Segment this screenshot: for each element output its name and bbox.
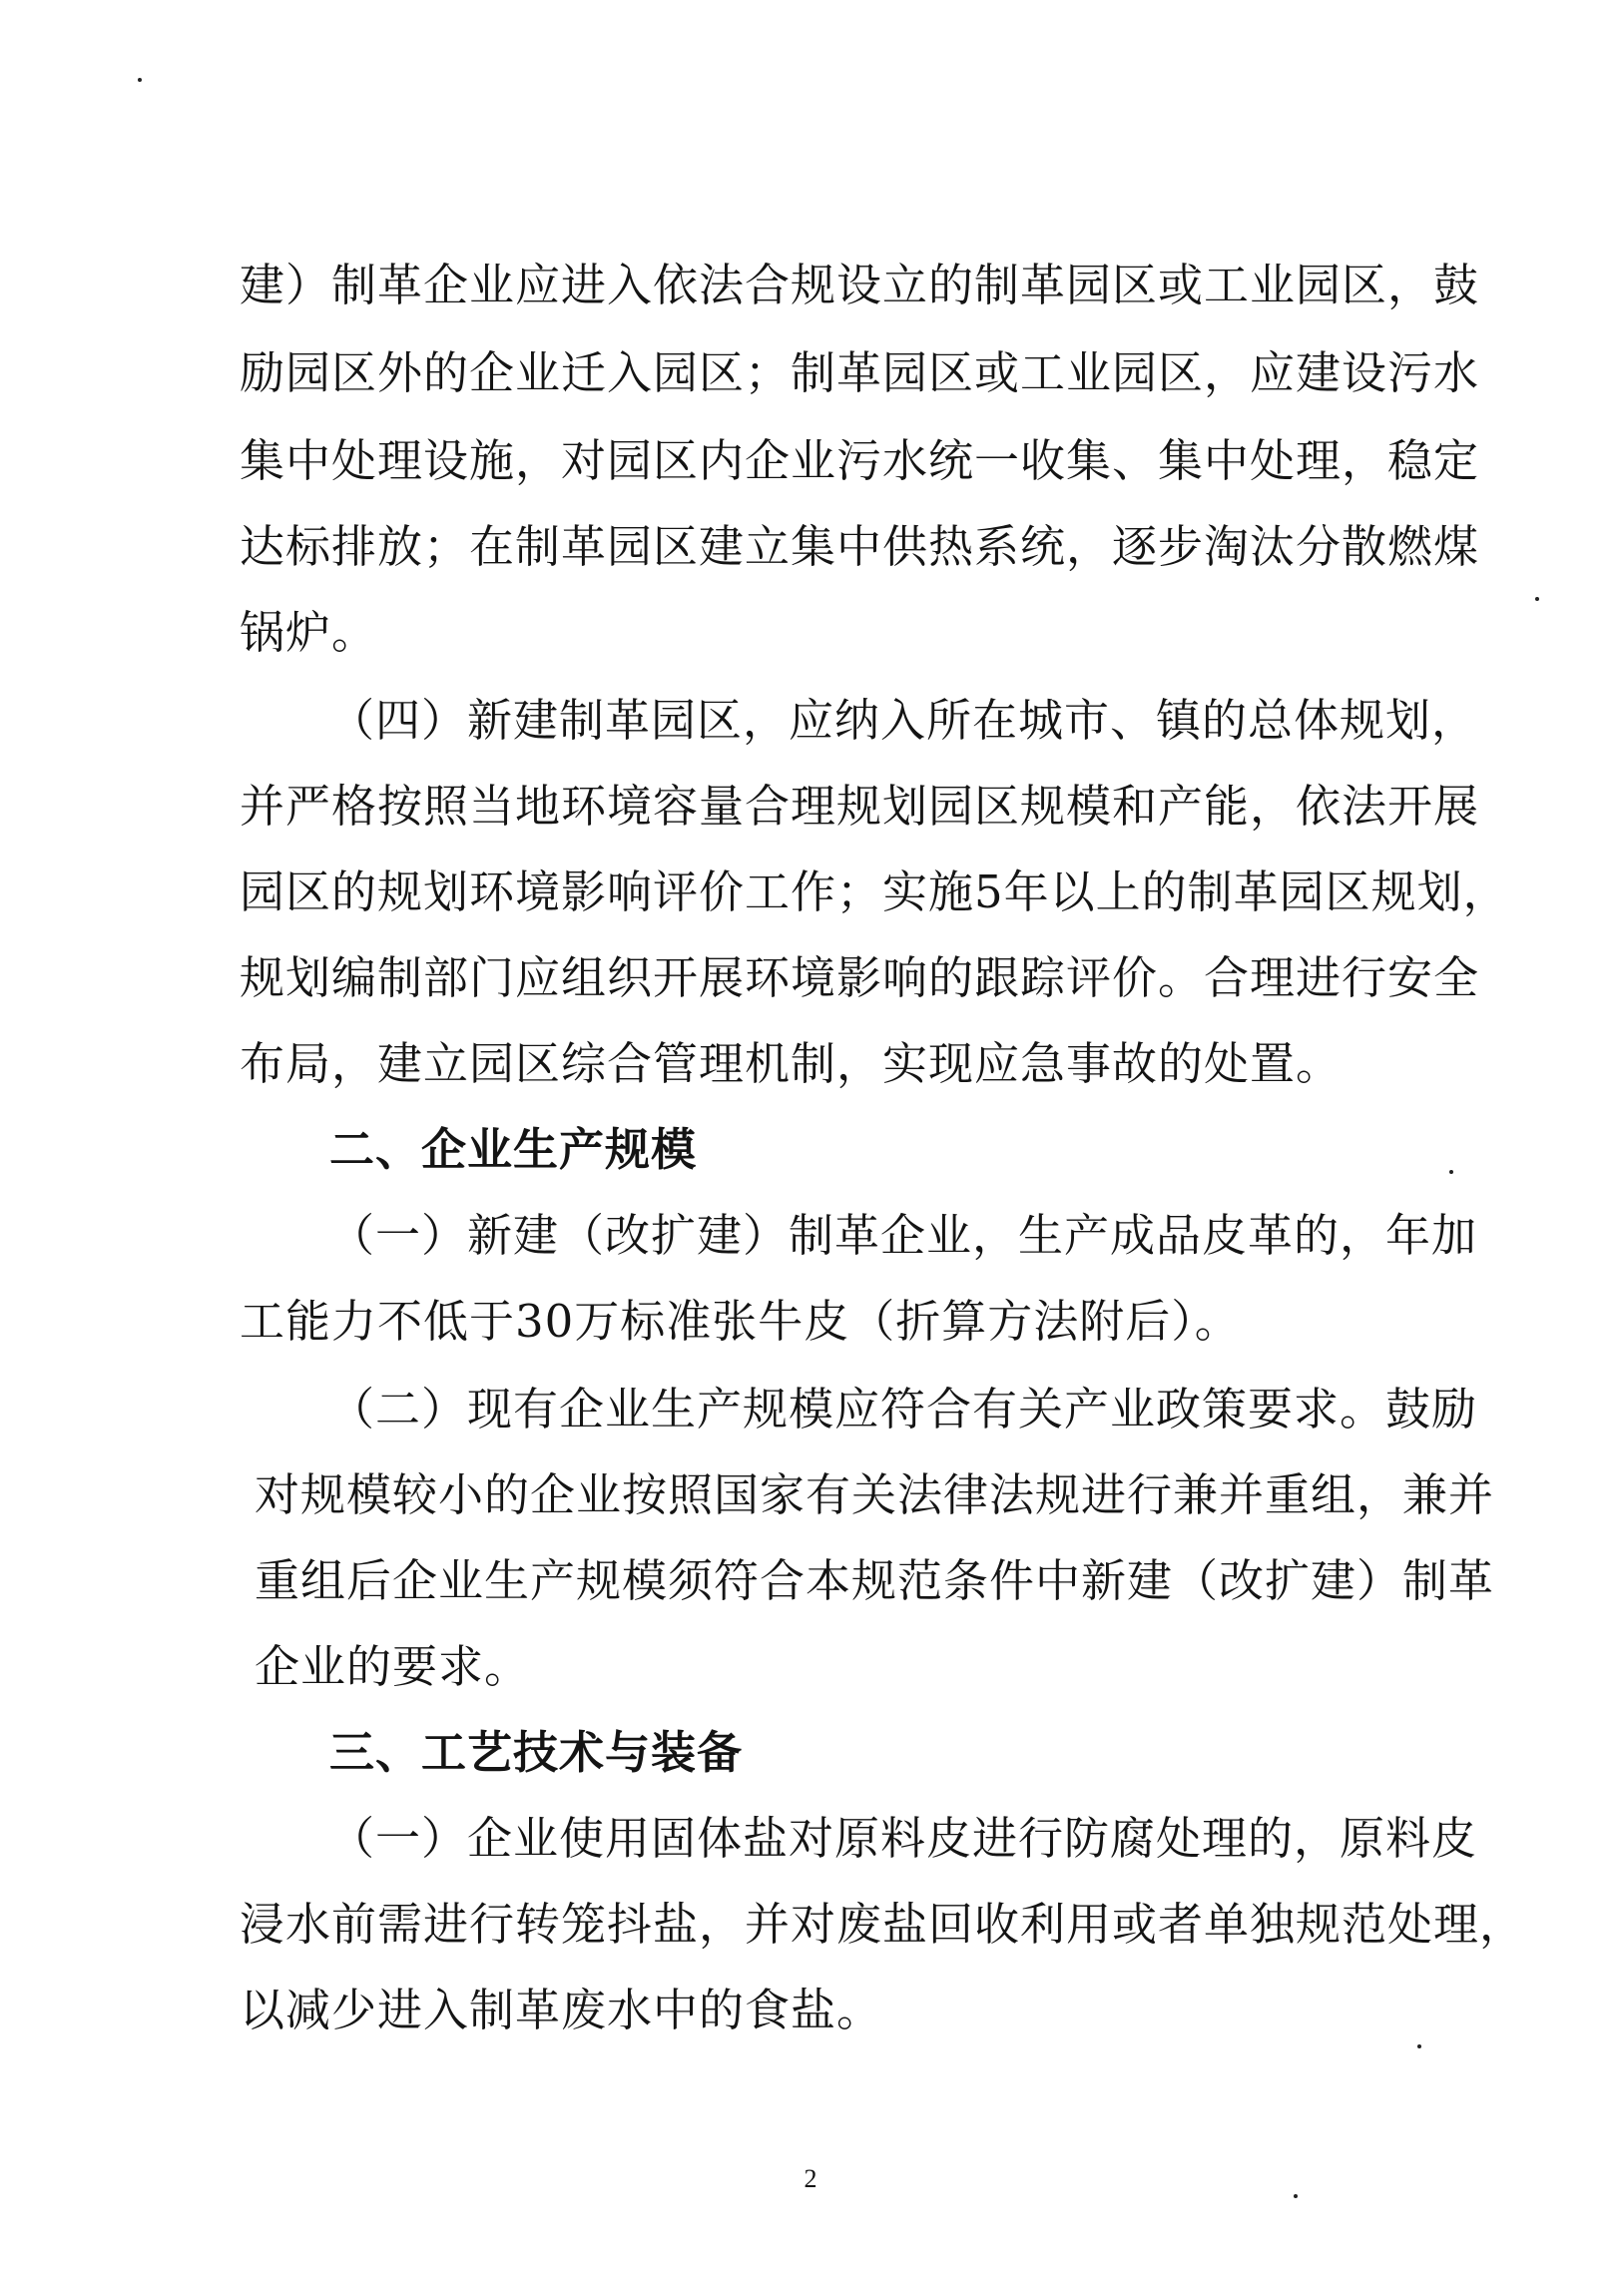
- body-line: 锅炉。: [240, 606, 378, 659]
- body-line: 重组后企业生产规模须符合本规范条件中新建（改扩建）制革: [255, 1554, 1495, 1607]
- body-line: 对规模较小的企业按照国家有关法律法规进行兼并重组，兼并: [255, 1468, 1495, 1521]
- scan-speck: [1535, 597, 1539, 601]
- section-heading: 三、工艺技术与装备: [329, 1726, 744, 1779]
- section-heading: 二、企业生产规模: [329, 1123, 698, 1176]
- body-line: 工能力不低于30万标准张牛皮（折算方法附后）。: [240, 1295, 1241, 1348]
- scan-speck: [1294, 2194, 1298, 2198]
- scan-speck: [1417, 2044, 1421, 2048]
- body-line: （一）企业使用固体盐对原料皮进行防腐处理的，原料皮: [329, 1812, 1478, 1865]
- body-line: 并严格按照当地环境容量合理规划园区规模和产能，依法开展: [240, 780, 1480, 833]
- body-line: 规划编制部门应组织开展环境影响的跟踪评价。合理进行安全: [240, 951, 1480, 1004]
- body-line: 达标排放；在制革园区建立集中供热系统，逐步淘汰分散燃煤: [240, 520, 1480, 573]
- body-line: （一）新建（改扩建）制革企业，生产成品皮革的，年加: [329, 1209, 1478, 1262]
- body-line: 集中处理设施，对园区内企业污水统一收集、集中处理，稳定: [240, 434, 1480, 487]
- page-number: 2: [804, 2164, 817, 2193]
- scan-speck: [1449, 1170, 1453, 1174]
- body-line: 企业的要求。: [255, 1640, 531, 1693]
- body-line: 以减少进入制革废水中的食盐。: [240, 1984, 883, 2036]
- body-line: 园区的规划环境影响评价工作；实施5年以上的制革园区规划，: [240, 865, 1509, 918]
- body-line: （四）新建制革园区，应纳入所在城市、镇的总体规划，: [329, 694, 1478, 747]
- body-line: 励园区外的企业迁入园区；制革园区或工业园区，应建设污水: [240, 346, 1480, 399]
- body-line: （二）现有企业生产规模应符合有关产业政策要求。鼓励: [329, 1383, 1478, 1435]
- scan-speck: [138, 78, 142, 82]
- body-line: 浸水前需进行转笼抖盐，并对废盐回收利用或者单独规范处理，: [240, 1898, 1526, 1951]
- body-line: 建）制革企业应进入依法合规设立的制革园区或工业园区，鼓: [240, 259, 1480, 311]
- body-line: 布局，建立园区综合管理机制，实现应急事故的处置。: [240, 1037, 1343, 1090]
